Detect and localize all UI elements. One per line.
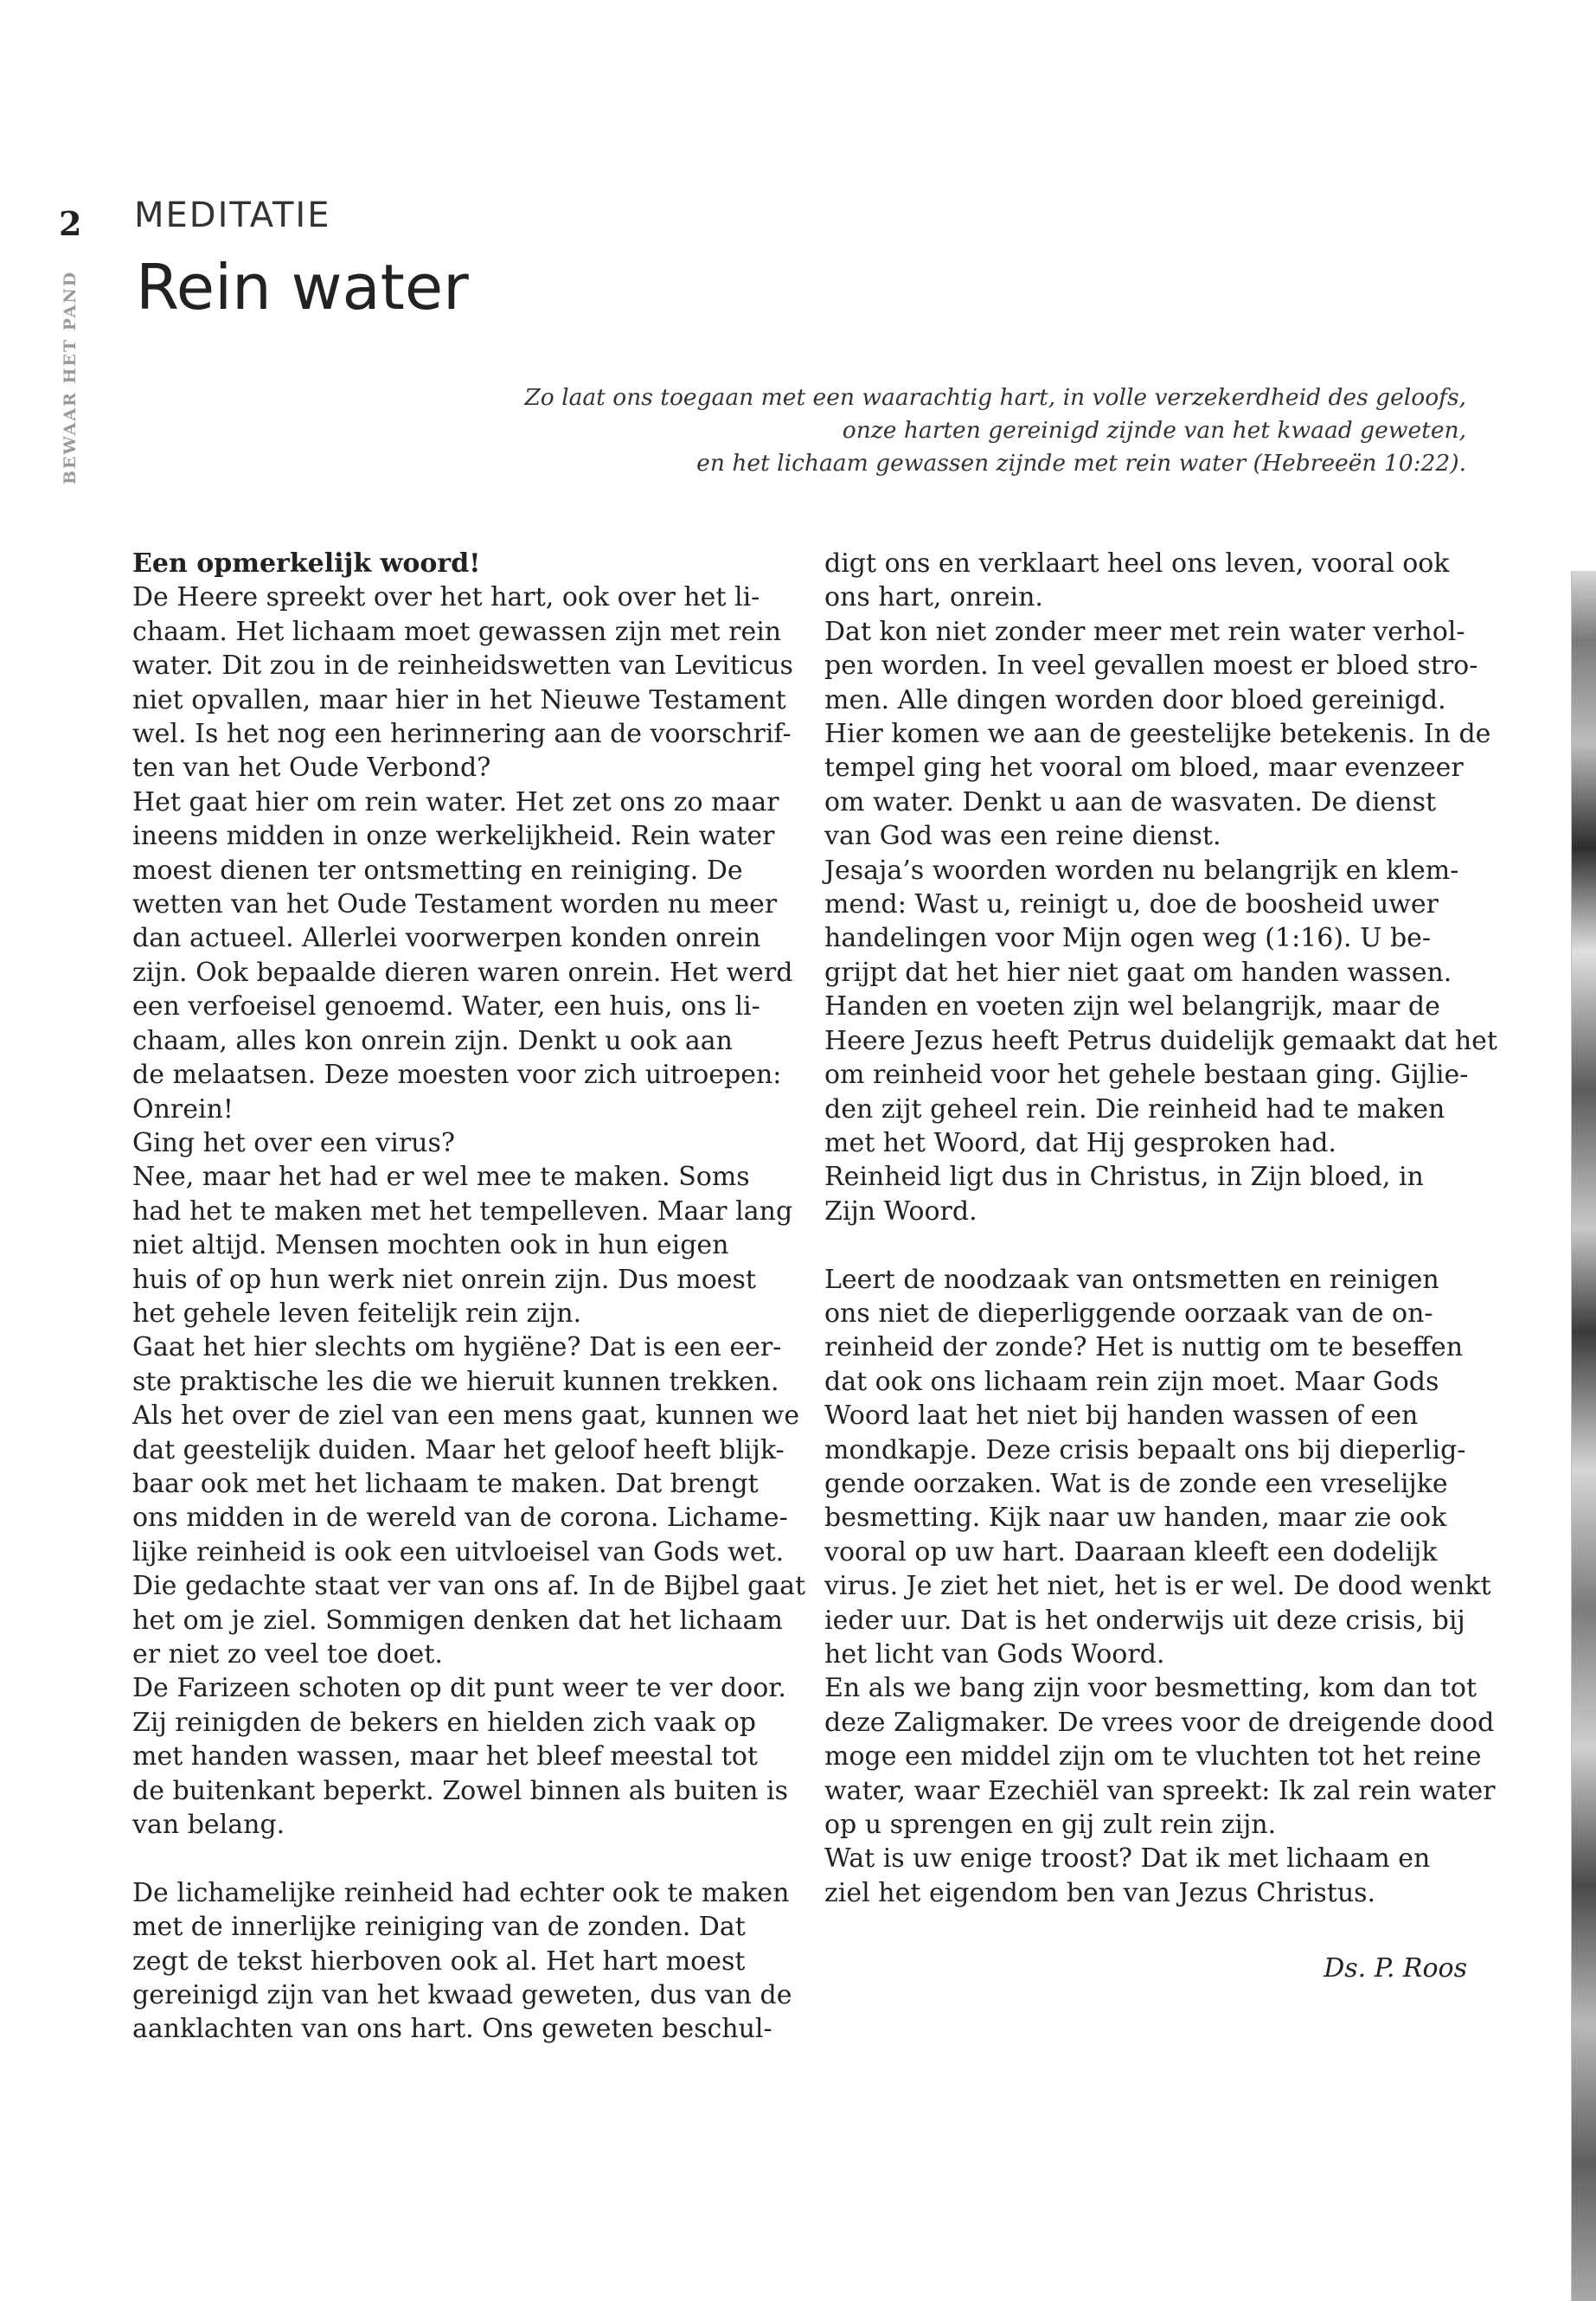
text-line: gende oorzaken. Wat is de zonde een vreselijke bbox=[824, 1468, 1448, 1499]
text-line: huis of op hun werk niet onrein zijn. Dus moest bbox=[132, 1264, 756, 1295]
text-line: ineens midden in onze werkelijkheid. Rein water bbox=[132, 821, 775, 852]
text-line: zijn. Ook bepaalde dieren waren onrein. Het werd bbox=[132, 957, 793, 988]
text-line: tempel ging het vooral om bloed, maar evenzeer bbox=[824, 753, 1464, 784]
text-line: reinheid der zonde? Het is nuttig om te beseffen bbox=[824, 1332, 1464, 1363]
text-line: het om je ziel. Sommigen denken dat het lichaam bbox=[132, 1605, 783, 1636]
epigraph-line: en het lichaam gewassen zijnde met rein water (Hebreeën 10:22). bbox=[696, 450, 1466, 477]
text-line: dat geestelijk duiden. Maar het geloof heeft blijk- bbox=[132, 1434, 785, 1465]
text-line: Ging het over een virus? bbox=[132, 1127, 455, 1158]
text-line: De Farizeen schoten op dit punt weer te ver door. bbox=[132, 1673, 786, 1704]
text-line: chaam, alles kon onrein zijn. Denkt u ook aan bbox=[132, 1025, 733, 1056]
text-line: had het te maken met het tempelleven. Maar lang bbox=[132, 1195, 793, 1227]
text-line: ste praktische les die we hieruit kunnen trekken. bbox=[132, 1366, 779, 1397]
author-signature: Ds. P. Roos bbox=[1324, 1953, 1467, 1984]
text-line: van belang. bbox=[132, 1810, 285, 1841]
text-line: den zijt geheel rein. Die reinheid had te maken bbox=[824, 1093, 1445, 1125]
text-line: ieder uur. Dat is het onderwijs uit deze crisis, bij bbox=[824, 1605, 1465, 1636]
text-line: dat ook ons lichaam rein zijn moet. Maar Gods bbox=[824, 1366, 1439, 1397]
text-line: En als we bang zijn voor besmetting, kom dan tot bbox=[824, 1673, 1477, 1704]
epigraph-line: Zo laat ons toegaan met een waarachtig hart, in volle verzekerdheid des geloofs, bbox=[524, 384, 1466, 411]
text-line: de melaatsen. Deze moesten voor zich uitroepen: bbox=[132, 1060, 782, 1091]
text-line: water. Dit zou in de reinheidswetten van Leviticus bbox=[132, 651, 793, 682]
text-line: Het gaat hier om rein water. Het zet ons zo maar bbox=[132, 786, 779, 817]
text-line: water, waar Ezechiël van spreekt: Ik zal rein water bbox=[824, 1775, 1496, 1806]
text-line: lijke reinheid is ook een uitvloeisel van Gods wet. bbox=[132, 1536, 785, 1567]
epigraph-quote bbox=[519, 381, 1466, 480]
text-line: Hier komen we aan de geestelijke betekenis. In de bbox=[824, 719, 1491, 750]
text-line: mend: Wast u, reinigt u, doe de boosheid uwer bbox=[824, 889, 1439, 920]
text-line: pen worden. In veel gevallen moest er bloed stro- bbox=[824, 651, 1478, 682]
text-line: wel. Is het nog een herinnering aan de voorschrif- bbox=[132, 719, 792, 750]
text-line: baar ook met het lichaam te maken. Dat brengt bbox=[132, 1468, 759, 1499]
text-line: om water. Denkt u aan de wasvaten. De dienst bbox=[824, 786, 1437, 817]
text-line: De lichamelijke reinheid had echter ook te maken bbox=[132, 1877, 790, 1908]
text-line: een verfoeisel genoemd. Water, een huis, ons li- bbox=[132, 991, 760, 1022]
text-line: ons niet de dieperliggende oorzaak van de on- bbox=[824, 1298, 1433, 1329]
text-line: Handen en voeten zijn wel belangrijk, maar de bbox=[824, 991, 1440, 1022]
text-line: om reinheid voor het gehele bestaan ging. Gijlie- bbox=[824, 1060, 1469, 1091]
left-column bbox=[132, 547, 806, 2047]
epigraph-line: onze harten gereinigd zijnde van het kwaad geweten, bbox=[842, 417, 1466, 444]
text-line: digt ons en verklaart heel ons leven, vooral ook bbox=[824, 548, 1450, 579]
text-line: chaam. Het lichaam moet gewassen zijn met rein bbox=[132, 616, 782, 647]
paragraph-gap bbox=[824, 1228, 1469, 1262]
page-number: 2 bbox=[59, 204, 82, 243]
text-line: Die gedachte staat ver van ons af. In de Bijbel gaat bbox=[132, 1571, 806, 1602]
article-title: Rein water bbox=[136, 251, 469, 324]
text-line: Onrein! bbox=[132, 1093, 234, 1125]
text-line: er niet zo veel toe doet. bbox=[132, 1639, 443, 1670]
text-line: Als het over de ziel van een mens gaat, kunnen we bbox=[132, 1400, 800, 1432]
paragraph-gap bbox=[132, 1842, 790, 1875]
text-line: dan actueel. Allerlei voorwerpen konden onrein bbox=[132, 923, 761, 954]
right-column-body bbox=[824, 547, 1497, 1910]
text-line: ziel het eigendom ben van Jezus Christus. bbox=[824, 1877, 1376, 1908]
text-line: Reinheid ligt dus in Christus, in Zijn bloed, in bbox=[824, 1162, 1424, 1193]
text-line: Dat kon niet zonder meer met rein water verhol- bbox=[824, 616, 1465, 647]
text-line: aanklachten van ons hart. Ons geweten beschul- bbox=[132, 2014, 772, 2045]
edge-photo-strip bbox=[1571, 571, 1596, 2301]
text-line: ons hart, onrein. bbox=[824, 582, 1043, 613]
side-running-title: BEWAAR HET PAND bbox=[61, 270, 80, 484]
text-line: grijpt dat het hier niet gaat om handen wassen. bbox=[824, 957, 1452, 988]
text-line: met handen wassen, maar het bleef meestal tot bbox=[132, 1741, 758, 1772]
text-line: van God was een reine dienst. bbox=[824, 821, 1221, 852]
text-line: moest dienen ter ontsmetting en reiniging. De bbox=[132, 855, 743, 886]
section-heading: Een opmerkelijk woord! bbox=[132, 548, 481, 579]
text-line: niet opvallen, maar hier in het Nieuwe Testament bbox=[132, 684, 786, 715]
text-line: vooral op uw hart. Daaraan kleeft een dodelijk bbox=[824, 1536, 1438, 1567]
text-line: moge een middel zijn om te vluchten tot het reine bbox=[824, 1741, 1482, 1772]
text-line: het gehele leven feitelijk rein zijn. bbox=[132, 1298, 582, 1329]
text-line: het licht van Gods Woord. bbox=[824, 1638, 1165, 1670]
text-line: met het Woord, dat Hij gesproken had. bbox=[824, 1127, 1336, 1158]
section-label: MEDITATIE bbox=[134, 195, 331, 235]
text-line: mondkapje. Deze crisis bepaalt ons bij dieperlig- bbox=[824, 1434, 1466, 1465]
text-line: virus. Je ziet het niet, het is er wel. De dood wenkt bbox=[824, 1571, 1491, 1602]
text-line: zegt de tekst hierboven ook al. Het hart moest bbox=[132, 1945, 746, 1977]
text-line: Nee, maar het had er wel mee te maken. Soms bbox=[132, 1162, 750, 1193]
right-column bbox=[824, 547, 1497, 1910]
text-line: Jesaja’s woorden worden nu belangrijk en klem- bbox=[824, 855, 1459, 886]
text-line: Heere Jezus heeft Petrus duidelijk gemaakt dat het bbox=[824, 1025, 1497, 1056]
left-column-body bbox=[132, 580, 806, 2046]
text-line: gereinigd zijn van het kwaad geweten, dus van de bbox=[132, 1980, 792, 2011]
text-line: besmetting. Kijk naar uw handen, maar zie ook bbox=[824, 1503, 1447, 1534]
text-line: Woord laat het niet bij handen wassen of een bbox=[824, 1400, 1419, 1432]
text-line: men. Alle dingen worden door bloed gereinigd. bbox=[824, 684, 1446, 715]
text-line: De Heere spreekt over het hart, ook over het li- bbox=[132, 582, 760, 613]
text-line: Zijn Woord. bbox=[824, 1195, 977, 1227]
text-line: Wat is uw enige troost? Dat ik met lichaam en bbox=[824, 1843, 1431, 1875]
text-line: deze Zaligmaker. De vrees voor de dreigende dood bbox=[824, 1707, 1495, 1738]
text-line: Zij reinigden de bekers en hielden zich vaak op bbox=[132, 1707, 757, 1738]
text-line: wetten van het Oude Testament worden nu meer bbox=[132, 889, 778, 920]
text-line: niet altijd. Mensen mochten ook in hun eigen bbox=[132, 1230, 729, 1261]
text-line: handelingen voor Mijn ogen weg (1:16). U be- bbox=[824, 923, 1432, 954]
text-line: ten van het Oude Verbond? bbox=[132, 753, 491, 784]
text-line: met de innerlijke reiniging van de zonden. Dat bbox=[132, 1912, 746, 1943]
text-line: Gaat het hier slechts om hygiëne? Dat is een eer- bbox=[132, 1332, 782, 1363]
text-line: op u sprengen en gij zult rein zijn. bbox=[824, 1810, 1277, 1841]
text-line: Leert de noodzaak van ontsmetten en reinigen bbox=[824, 1264, 1439, 1295]
text-line: ons midden in de wereld van de corona. Lichame- bbox=[132, 1503, 788, 1534]
text-line: de buitenkant beperkt. Zowel binnen als buiten is bbox=[132, 1775, 788, 1806]
